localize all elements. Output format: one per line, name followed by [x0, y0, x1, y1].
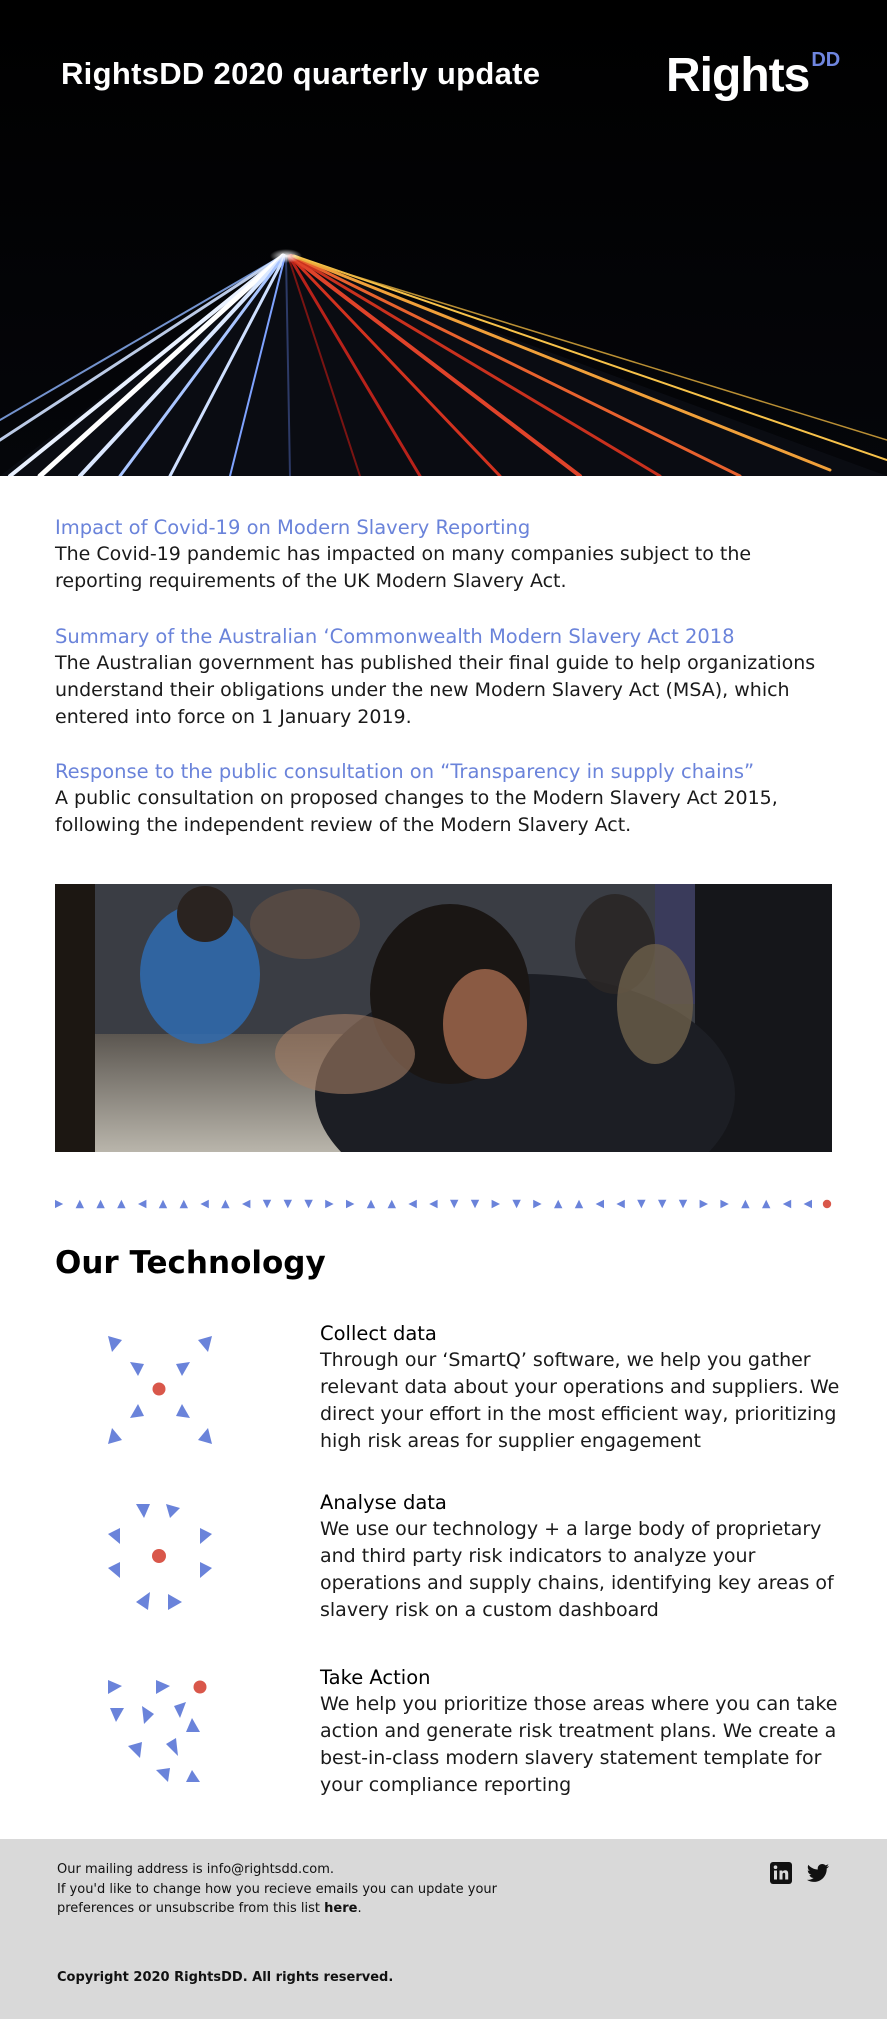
- divider-triangle: [616, 1200, 624, 1208]
- divider-triangle: [96, 1200, 104, 1208]
- divider-triangle: [741, 1200, 749, 1208]
- divider-triangle: [159, 1200, 167, 1208]
- feature-title: Analyse data: [320, 1491, 447, 1514]
- rightsdd-logo[interactable]: [666, 48, 840, 103]
- divider-triangle: [533, 1200, 541, 1208]
- divider-triangle: [117, 1200, 125, 1208]
- divider-triangle: [388, 1200, 396, 1208]
- divider-triangle: [138, 1200, 146, 1208]
- divider-triangle: [679, 1200, 687, 1208]
- divider-triangle: [471, 1200, 479, 1208]
- collect-data-icon: [100, 1330, 220, 1450]
- news-title-link[interactable]: Summary of the Australian ‘Commonwealth Modern Slavery Act 2018: [55, 625, 735, 648]
- unsubscribe-link[interactable]: here: [324, 1901, 358, 1916]
- mailing-address: Our mailing address is info@rightsdd.com.: [57, 1862, 334, 1877]
- divider-triangle: [180, 1200, 188, 1208]
- divider-triangle: [720, 1200, 728, 1208]
- hero-banner: [0, 0, 887, 476]
- footer-address: [57, 1860, 497, 1919]
- technology-heading: Our Technology: [55, 1245, 326, 1281]
- divider-triangle: [367, 1200, 375, 1208]
- analyse-data-icon: [100, 1498, 220, 1618]
- feature-title: Take Action: [320, 1666, 431, 1689]
- feature-title: Collect data: [320, 1322, 437, 1345]
- copyright: Copyright 2020 RightsDD. All rights reserved.: [57, 1970, 394, 1985]
- divider-triangle: [263, 1200, 271, 1208]
- divider-triangle: [700, 1200, 708, 1208]
- feature-analyse-data: [320, 1489, 840, 1624]
- divider-triangle: [55, 1200, 63, 1208]
- logo-sup-text: DD: [811, 49, 841, 71]
- feature-description: We use our technology + a large body of proprietary and third party risk indicators to analyze your operations and supply chains, identifying key areas of slavery risk on a custom dashboard: [320, 1518, 834, 1621]
- take-action-icon: [100, 1672, 220, 1792]
- news-summary: The Covid-19 pandemic has impacted on many companies subject to the reporting requirements of the UK Modern Slavery Act.: [55, 543, 752, 592]
- divider-triangle: [492, 1200, 500, 1208]
- divider-triangle: [637, 1200, 645, 1208]
- divider-triangle: [450, 1200, 458, 1208]
- divider-triangle: [304, 1200, 312, 1208]
- divider-triangle: [408, 1200, 416, 1208]
- divider-triangle: [346, 1200, 354, 1208]
- divider-triangle: [804, 1200, 812, 1208]
- footer-period: .: [357, 1901, 362, 1916]
- divider-triangle: [512, 1200, 520, 1208]
- divider-triangle: [596, 1200, 604, 1208]
- news-summary: A public consultation on proposed changes to the Modern Slavery Act 2015, following the independent review of the Modern Slavery Act.: [55, 787, 778, 836]
- news-summary: The Australian government has published their final guide to help organizations understand their obligations under the new Modern Slavery Act (MSA), which entered into force on 1 January 2019.: [55, 652, 816, 728]
- linkedin-icon[interactable]: [769, 1861, 793, 1885]
- workers-photo: [55, 884, 832, 1152]
- news-title-link[interactable]: Response to the public consultation on “Transparency in supply chains”: [55, 760, 755, 783]
- divider-triangle: [762, 1200, 770, 1208]
- divider-triangle: [783, 1200, 791, 1208]
- divider-triangle: [658, 1200, 666, 1208]
- divider-triangle: [242, 1200, 250, 1208]
- divider-dot: [823, 1200, 831, 1208]
- logo-main-text: Rights: [666, 49, 810, 102]
- divider-triangle: [575, 1200, 583, 1208]
- preferences-line-2: preferences or unsubscribe from this list: [57, 1901, 320, 1916]
- divider-triangle: [554, 1200, 562, 1208]
- news-item: [55, 758, 835, 839]
- page-title: RightsDD 2020 quarterly update: [61, 56, 541, 91]
- twitter-icon[interactable]: [806, 1861, 830, 1885]
- divider-triangle: [429, 1200, 437, 1208]
- divider-triangle: [284, 1200, 292, 1208]
- feature-description: Through our ‘SmartQ’ software, we help you gather relevant data about your operations and suppliers. We direct your effort in the most efficient way, prioritizing high risk areas for supplier engagement: [320, 1349, 840, 1452]
- news-title-link[interactable]: Impact of Covid-19 on Modern Slavery Reporting: [55, 516, 531, 539]
- feature-description: We help you prioritize those areas where you can take action and generate risk treatment plans. We create a best-in-class modern slavery statement template for your compliance reporting: [320, 1693, 838, 1796]
- feature-take-action: [320, 1664, 840, 1799]
- feature-collect-data: [320, 1320, 840, 1455]
- divider-triangle: [221, 1200, 229, 1208]
- divider-triangle: [200, 1200, 208, 1208]
- news-item: [55, 623, 835, 731]
- news-item: [55, 514, 835, 595]
- divider-triangle: [325, 1200, 333, 1208]
- preferences-line-1: If you'd like to change how you recieve emails you can update your: [57, 1881, 498, 1897]
- divider-triangle: [76, 1200, 84, 1208]
- triangle-divider: [55, 1196, 832, 1212]
- footer: [0, 1839, 887, 2019]
